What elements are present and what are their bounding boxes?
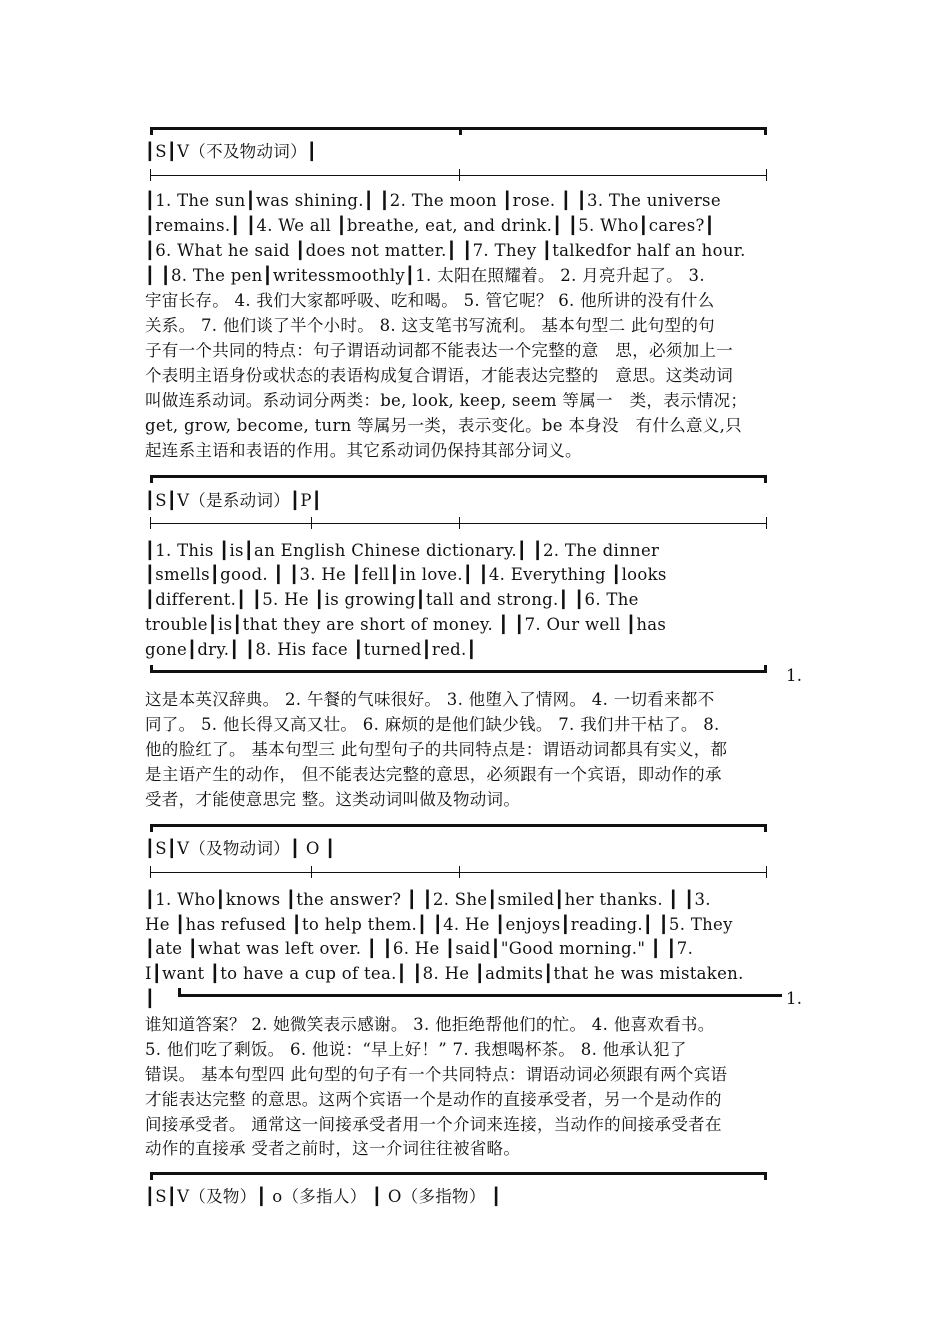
table2-top-border	[150, 475, 767, 478]
text-line: ┃remains.┃ ┃4. We all ┃breathe, eat, and drink.┃ ┃5. Who┃cares?┃	[145, 216, 715, 235]
table3-border-tick	[178, 988, 181, 996]
table2-divider-tick	[150, 517, 151, 529]
text-line: ┃S┃V（是系动词）┃P┃	[145, 491, 322, 510]
text-line: ┃1. Who┃knows ┃the answer? ┃ ┃2. She┃smiled┃her thanks. ┃ ┃3.	[145, 890, 711, 909]
text-line: gone┃dry.┃ ┃8. His face ┃turned┃red.┃	[145, 640, 477, 659]
table2-border-tick	[150, 475, 153, 483]
text-line: trouble┃is┃that they are short of money. ┃ ┃7. Our well ┃has	[145, 615, 667, 634]
text-line: ┃S┃V（及物动词）┃ O ┃	[145, 839, 336, 858]
text-line: 宇宙长存。 4. 我们大家都呼吸、吃和喝。 5. 管它呢？ 6. 他所讲的没有什么	[145, 291, 715, 310]
table3-border-tick	[764, 824, 767, 832]
text-line: 谁知道答案？ 2. 她微笑表示感谢。 3. 他拒绝帮他们的忙。 4. 他喜欢看书。	[145, 1015, 715, 1034]
table2-bottom-border	[150, 670, 767, 673]
text-line: 才能表达完整 的意思。这两个宾语一个是动作的直接承受者，另一个是动作的	[145, 1090, 722, 1109]
table2-border-tick	[764, 665, 767, 673]
text-line: ┃smells┃good. ┃ ┃3. He ┃fell┃in love.┃ ┃4. Everything ┃looks	[145, 565, 667, 584]
table3-border-tick	[150, 824, 153, 832]
table3-divider-tick	[459, 866, 460, 878]
text-line: ┃1. The sun┃was shining.┃ ┃2. The moon ┃rose. ┃ ┃3. The universe	[145, 191, 721, 210]
text-line: 同了。 5. 他长得又高又壮。 6. 麻烦的是他们缺少钱。 7. 我们井干枯了。 8.	[145, 715, 720, 734]
text-line: He ┃has refused ┃to help them.┃ ┃4. He ┃enjoys┃reading.┃ ┃5. They	[145, 915, 733, 934]
table4-top-border	[150, 1172, 767, 1175]
table2-divider-tick	[766, 517, 767, 529]
text-line: ┃ ┃8. The pen┃writessmoothly┃1. 太阳在照耀着。 2. 月亮升起了。 3.	[145, 266, 705, 285]
table3-divider-tick	[150, 866, 151, 878]
text-line: I┃want ┃to have a cup of tea.┃ ┃8. He ┃admits┃that he was mistaken.	[145, 964, 744, 983]
text-line: 受者，才能使意思完 整。这类动词叫做及物动词。	[145, 790, 521, 809]
text-line: 间接承受者。 通常这一间接承受者用一个介词来连接，当动作的间接承受者在	[145, 1115, 722, 1134]
text-line: 叫做连系动词。系动词分两类：be, look, keep, seem 等属一 类，表示情况；	[145, 391, 748, 410]
text-line: ┃ate ┃what was left over. ┃ ┃6. He ┃said┃"Good morning." ┃ ┃7.	[145, 939, 694, 958]
table1-divider-tick	[766, 169, 767, 181]
text-line: 1.	[786, 666, 803, 685]
text-line: ┃S┃V（不及物动词）┃	[145, 142, 318, 161]
table2-divider-tick	[459, 517, 460, 529]
text-line: 动作的直接承 受者之前时，这一介词往往被省略。	[145, 1139, 521, 1158]
text-line: 1.	[786, 989, 803, 1008]
table3-divider-tick	[311, 866, 312, 878]
text-line: 这是本英汉辞典。 2. 午餐的气味很好。 3. 他堕入了情网。 4. 一切看来都不	[145, 690, 715, 709]
text-line: 是主语产生的动作， 但不能表达完整的意思，必须跟有一个宾语，即动作的承	[145, 765, 722, 784]
text-line: 5. 他们吃了剩饭。 6. 他说：“早上好！” 7. 我想喝杯茶。 8. 他承认犯了	[145, 1040, 687, 1059]
text-line: 起连系主语和表语的作用。其它系动词仍保持其部分词义。	[145, 441, 582, 460]
text-line: 错误。 基本句型四 此句型的句子有一个共同特点：谓语动词必须跟有两个宾语	[145, 1065, 728, 1084]
table2-border-tick	[150, 665, 153, 673]
table1-divider-tick	[459, 169, 460, 181]
table3-divider-tick	[766, 866, 767, 878]
text-line: ┃different.┃ ┃5. He ┃is growing┃tall and strong.┃ ┃6. The	[145, 590, 639, 609]
table4-border-tick	[764, 1172, 767, 1180]
text-line: 关系。 7. 他们谈了半个小时。 8. 这支笔书写流利。 基本句型二 此句型的句	[145, 316, 715, 335]
table1-border-tick	[764, 127, 767, 135]
table1-border-tick	[150, 127, 153, 135]
text-line: get, grow, become, turn 等属另一类，表示变化。be 本身没 有什么意义,只	[145, 416, 742, 435]
table2-border-tick	[764, 475, 767, 483]
table1-divider-tick	[150, 169, 151, 181]
table4-border-tick	[150, 1172, 153, 1180]
text-line: ┃S┃V（及物）┃ o（多指人） ┃ O（多指物） ┃	[145, 1187, 502, 1206]
table2-divider-tick	[311, 517, 312, 529]
text-line: 他的脸红了。 基本句型三 此句型句子的共同特点是：谓语动词都具有实义，都	[145, 740, 728, 759]
text-line: ┃1. This ┃is┃an English Chinese dictionary.┃ ┃2. The dinner	[145, 541, 660, 560]
table1-border-tick	[459, 127, 462, 135]
text-line: ┃	[145, 989, 156, 1008]
table3-top-border	[150, 824, 767, 827]
text-line: 个表明主语身份或状态的表语构成复合谓语，才能表达完整的 意思。这类动词	[145, 366, 733, 385]
table3-bottom-border	[178, 994, 782, 997]
text-line: 子有一个共同的特点：句子谓语动词都不能表达一个完整的意 思，必须加上一	[145, 341, 733, 360]
text-line: ┃6. What he said ┃does not matter.┃ ┃7. They ┃talkedfor half an hour.	[145, 241, 746, 260]
